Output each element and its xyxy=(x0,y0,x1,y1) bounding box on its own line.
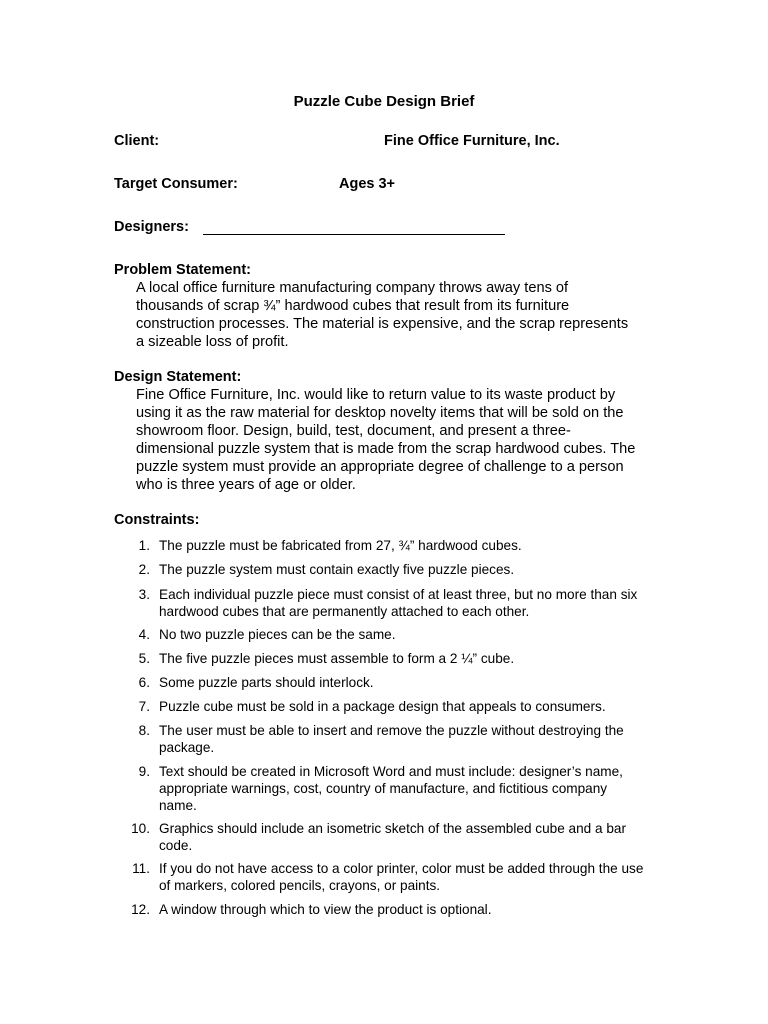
list-item-line: Text should be created in Microsoft Word and must include: designer’s name, xyxy=(159,764,623,779)
list-item-line: No two puzzle pieces can be the same. xyxy=(159,627,396,642)
list-item-number: 10. xyxy=(131,821,150,836)
list-item-number: 11. xyxy=(132,861,150,876)
problem-statement-heading: Problem Statement: xyxy=(114,262,251,278)
list-item-line: The five puzzle pieces must assemble to form a 2 ¼” cube. xyxy=(159,651,515,666)
list-item-number: 1. xyxy=(138,538,150,553)
list-item-text xyxy=(159,763,669,814)
problem-line: A local office furniture manufacturing company throws away tens of xyxy=(136,280,569,296)
list-item-line: The puzzle system must contain exactly five puzzle pieces. xyxy=(159,562,515,577)
list-item-line: The puzzle must be fabricated from 27, ¾” hardwood cubes. xyxy=(159,538,522,553)
designers-label: Designers: xyxy=(114,219,189,235)
design-line: dimensional puzzle system that is made from the scrap hardwood cubes. The xyxy=(136,441,636,457)
list-item-number: 3. xyxy=(138,587,150,602)
list-item-number: 2. xyxy=(138,562,150,577)
list-item-line: name. xyxy=(159,798,197,813)
list-item-number: 7. xyxy=(138,699,150,714)
client-label: Client: xyxy=(114,133,160,149)
problem-line: construction processes. The material is expensive, and the scrap represents xyxy=(136,316,629,332)
list-item-text xyxy=(159,537,669,554)
list-item-line: hardwood cubes that are permanently attached to each other. xyxy=(159,604,530,619)
target-consumer-label: Target Consumer: xyxy=(114,176,238,192)
list-item-line: of markers, colored pencils, crayons, or paints. xyxy=(159,878,441,893)
list-item-line: Some puzzle parts should interlock. xyxy=(159,675,374,690)
design-line: puzzle system must provide an appropriate degree of challenge to a person xyxy=(136,459,624,475)
list-item-text xyxy=(159,586,669,620)
list-item-text xyxy=(159,674,669,691)
list-item-text xyxy=(159,561,669,578)
list-item-number: 4. xyxy=(138,627,150,642)
design-line: using it as the raw material for desktop novelty items that will be sold on the xyxy=(136,405,624,421)
list-item-line: appropriate warnings, cost, country of manufacture, and fictitious company xyxy=(159,781,608,796)
list-item-number: 5. xyxy=(138,651,150,666)
list-item-line: code. xyxy=(159,838,193,853)
constraints-heading: Constraints: xyxy=(114,512,200,528)
design-statement-heading: Design Statement: xyxy=(114,369,242,385)
list-item-line: package. xyxy=(159,740,215,755)
list-item-text xyxy=(159,860,669,894)
list-item-line: A window through which to view the product is optional. xyxy=(159,902,492,917)
list-item-text xyxy=(159,901,669,918)
document-title: Puzzle Cube Design Brief xyxy=(293,93,475,110)
target-consumer-value: Ages 3+ xyxy=(339,176,396,192)
list-item-line: The user must be able to insert and remove the puzzle without destroying the xyxy=(159,723,624,738)
list-item-text xyxy=(159,626,669,643)
designers-blank-line xyxy=(203,234,505,235)
design-line: who is three years of age or older. xyxy=(136,477,356,493)
list-item-line: If you do not have access to a color printer, color must be added through the use xyxy=(159,861,644,876)
design-line: Fine Office Furniture, Inc. would like to return value to its waste product by xyxy=(136,387,616,403)
client-value: Fine Office Furniture, Inc. xyxy=(384,133,560,149)
list-item-text xyxy=(159,698,669,715)
list-item-text xyxy=(159,820,669,854)
list-item-line: Puzzle cube must be sold in a package design that appeals to consumers. xyxy=(159,699,606,714)
list-item-number: 12. xyxy=(131,902,150,917)
list-item-number: 8. xyxy=(138,723,150,738)
list-item-line: Each individual puzzle piece must consist of at least three, but no more than six xyxy=(159,587,638,602)
list-item-line: Graphics should include an isometric sketch of the assembled cube and a bar xyxy=(159,821,626,836)
list-item-number: 6. xyxy=(138,675,150,690)
problem-line: a sizeable loss of profit. xyxy=(136,334,289,350)
problem-line: thousands of scrap ¾” hardwood cubes that result from its furniture xyxy=(136,298,570,314)
problem-statement-text xyxy=(136,279,656,351)
list-item-number: 9. xyxy=(138,764,150,779)
design-line: showroom floor. Design, build, test, document, and present a three- xyxy=(136,423,571,439)
list-item-text xyxy=(159,650,669,667)
list-item-text xyxy=(159,722,669,756)
design-statement-text xyxy=(136,386,656,494)
